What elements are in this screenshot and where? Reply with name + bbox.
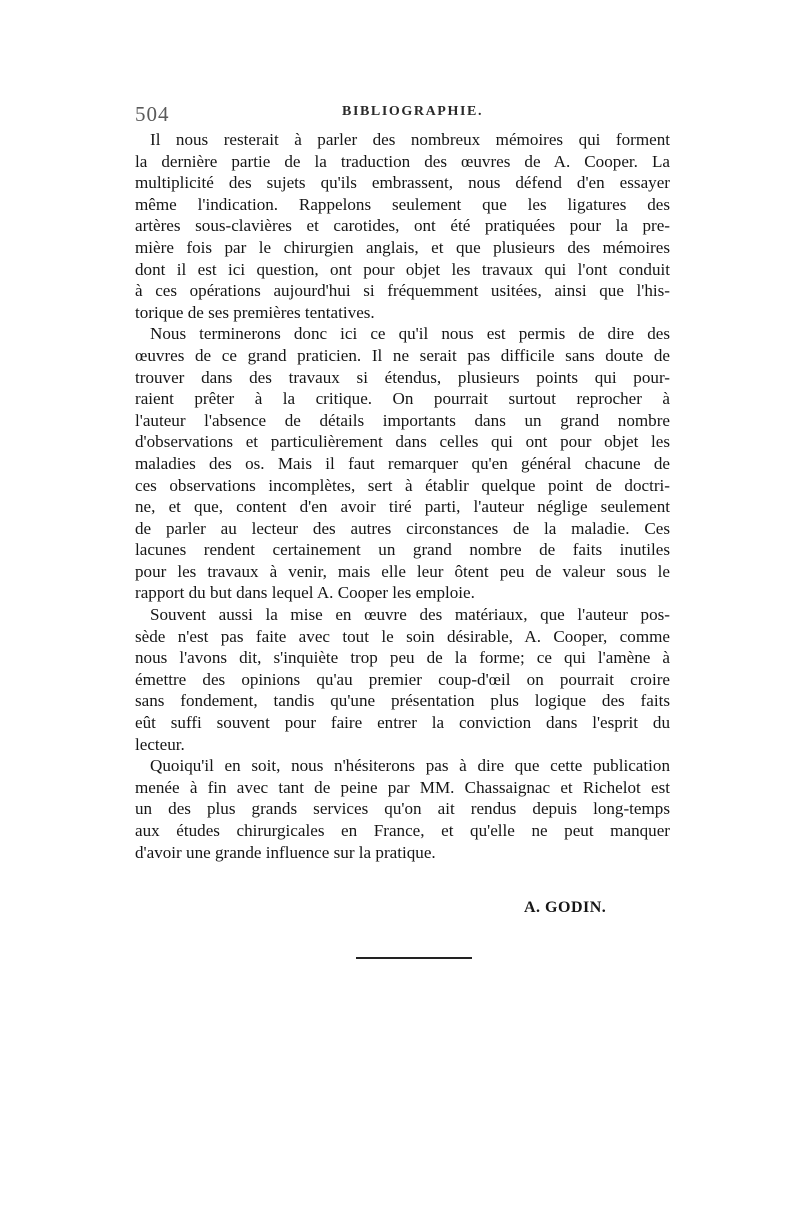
text-line: lacunes rendent certainement un grand nombre de faits inutiles xyxy=(135,540,670,560)
text-line: sans fondement, tandis qu'une présentation plus logique des faits xyxy=(135,691,670,711)
text-line: aux études chirurgicales en France, et qu'elle ne peut manquer xyxy=(135,821,670,840)
text-line: Nous terminerons donc ici ce qu'il nous est permis de dire des xyxy=(150,324,670,344)
text-line: Il nous resterait à parler des nombreux mémoires qui forment xyxy=(150,130,670,149)
text-line: d'observations et particulièrement dans celles qui ont pour objet les xyxy=(135,432,670,452)
body-text xyxy=(135,129,670,863)
text-line: mière fois par le chirurgien anglais, et que plusieurs des mémoires xyxy=(135,237,670,257)
text-line: maladies des os. Mais il faut remarquer qu'en général chacune de xyxy=(135,453,670,473)
text-line: pour les travaux à venir, mais elle leur ôtent peu de valeur sous le xyxy=(135,561,670,581)
author-signature: A. GODIN. xyxy=(524,899,607,916)
text-line: œuvres de ce grand praticien. Il ne serait pas difficile sans doute de xyxy=(135,345,670,365)
text-line: dont il est ici question, ont pour objet les travaux qui l'ont conduit xyxy=(135,259,670,279)
text-line: à ces opérations aujourd'hui si fréquemment usitées, ainsi que l'his- xyxy=(135,281,670,301)
text-line: la dernière partie de la traduction des œuvres de A. Cooper. La xyxy=(135,151,670,171)
text-line: émettre des opinions qu'au premier coup-d'œil on pourrait croire xyxy=(135,669,670,689)
text-line: lecteur. xyxy=(135,734,185,754)
text-line: Quoiqu'il en soit, nous n'hésiterons pas à dire que cette publication xyxy=(150,756,670,776)
text-line: eût suffi souvent pour faire entrer la conviction dans l'esprit du xyxy=(135,713,670,733)
page-number: 504 xyxy=(135,102,170,126)
text-line: rapport du but dans lequel A. Cooper les emploie. xyxy=(135,583,475,603)
text-line: artères sous-clavières et carotides, ont été pratiquées pour la pre- xyxy=(135,216,670,236)
text-line: d'avoir une grande influence sur la pratique. xyxy=(135,842,436,862)
text-line: un des plus grands services qu'on ait rendus depuis long-temps xyxy=(135,799,670,819)
text-line: menée à fin avec tant de peine par MM. Chassaignac et Richelot est xyxy=(135,777,670,797)
text-line: même l'indication. Rappelons seulement que les ligatures des xyxy=(135,194,670,214)
text-line: Souvent aussi la mise en œuvre des matériaux, que l'auteur pos- xyxy=(150,605,670,625)
text-line: de parler au lecteur des autres circonstances de la maladie. Ces xyxy=(135,518,670,538)
paragraph xyxy=(135,129,670,323)
running-head: BIBLIOGRAPHIE. xyxy=(342,104,484,119)
text-line: multiplicité des sujets qu'ils embrassent, nous défend d'en essayer xyxy=(135,173,670,193)
text-line: raient prêter à la critique. On pourrait surtout reprocher à xyxy=(135,389,670,409)
paragraph xyxy=(135,604,670,755)
text-line: trouver dans des travaux si étendus, plusieurs points qui pour- xyxy=(135,367,670,387)
page-header xyxy=(135,102,670,128)
paragraph xyxy=(135,755,670,863)
text-line: sède n'est pas faite avec tout le soin désirable, A. Cooper, comme xyxy=(135,626,670,646)
text-line: ces observations incomplètes, sert à établir quelque point de doctri- xyxy=(135,475,670,495)
text-line: nous l'avons dit, s'inquiète trop peu de la forme; ce qui l'amène à xyxy=(135,648,670,668)
text-line: torique de ses premières tentatives. xyxy=(135,302,375,322)
paragraph xyxy=(135,323,670,604)
closing-rule xyxy=(356,957,472,959)
text-line: ne, et que, content d'en avoir tiré parti, l'auteur néglige seulement xyxy=(135,497,670,517)
text-line: l'auteur l'absence de détails importants dans un grand nombre xyxy=(135,410,670,430)
